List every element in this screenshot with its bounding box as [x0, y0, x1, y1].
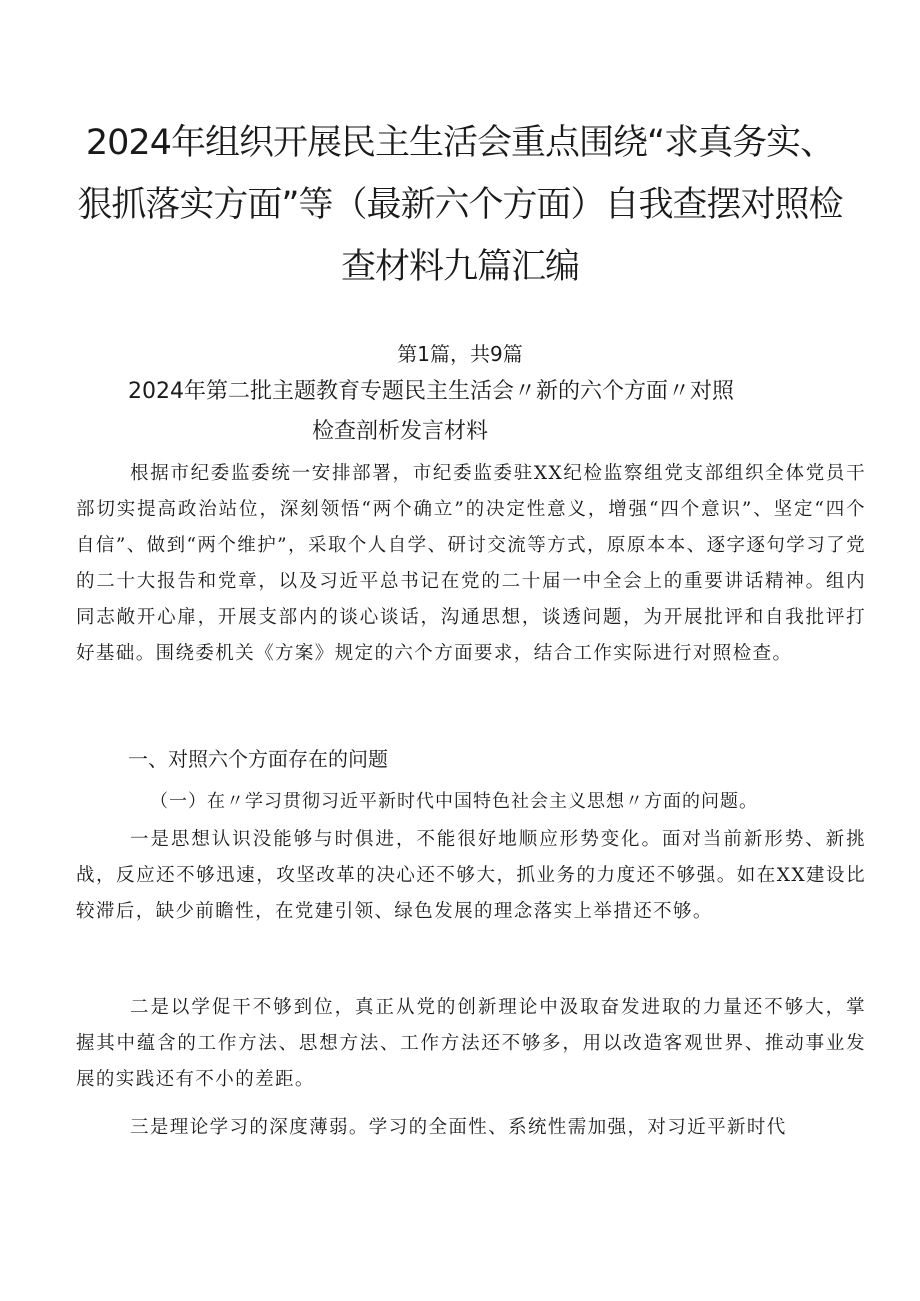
title-line-3: 查材料九篇汇编	[340, 247, 579, 287]
part-number: 第1篇，共9篇	[397, 342, 523, 366]
paragraph-point-three: 三是理论学习的深度薄弱。学习的全面性、系统性需加强，对习近平新时代	[130, 1117, 787, 1138]
article-subtitle	[90, 372, 890, 452]
paragraph-point-one: 一是思想认识没能够与时俱进，不能很好地顺应形势变化。面对当前新形势、新挑战，反应还不够迅速，攻坚改革的决心还不够大，抓业务的力度还不够强。如在XX建设比较滞后，缺少前瞻性，在党建引领、绿色发展的理念落实上举措还不够。	[76, 829, 866, 922]
title-line-2: 狠抓落实方面”等（最新六个方面）自我查摆对照检	[77, 185, 843, 225]
paragraph-point-two: 二是以学促干不够到位，真正从党的创新理论中汲取奋发进取的力量还不够大，掌握其中蕴含的工作方法、思想方法、工作方法还不够多，用以改造客观世界、推动事业发展的实践还有不小的差距。	[76, 997, 866, 1090]
section-heading: 一、对照六个方面存在的问题	[128, 747, 388, 771]
subtitle-line-1: 2024年第二批主题教育专题民主生活会〃新的六个方面〃对照	[128, 379, 734, 404]
subtitle-line-2: 检查剖析发言材料	[312, 419, 489, 444]
subsection-heading: （一）在〃学习贯彻习近平新时代中国特色社会主义思想〃方面的问题。	[150, 791, 758, 812]
document-title	[60, 112, 860, 298]
title-line-1: 2024年组织开展民主生活会重点围绕“求真务实、	[85, 123, 835, 163]
intro-paragraph: 根据市纪委监委统一安排部署，市纪委监委驻XX纪检监察组党支部组织全体党员干部切实提高政治站位，深刻领悟“两个确立”的决定性意义，增强“四个意识”、坚定“四个自信”、做到“两个维护”，采取个人自学、研讨交流等方式，原原本本、逐字逐句学习了党的二十大报告和党章，以及习近平总书记在党的二十届一中全会上的重要讲话精神。组内同志敞开心扉，开展支部内的谈心谈话，沟通思想，谈透问题，为开展批评和自我批评打好基础。围绕委机关《方案》规定的六个方面要求，结合工作实际进行对照检查。	[76, 463, 866, 664]
